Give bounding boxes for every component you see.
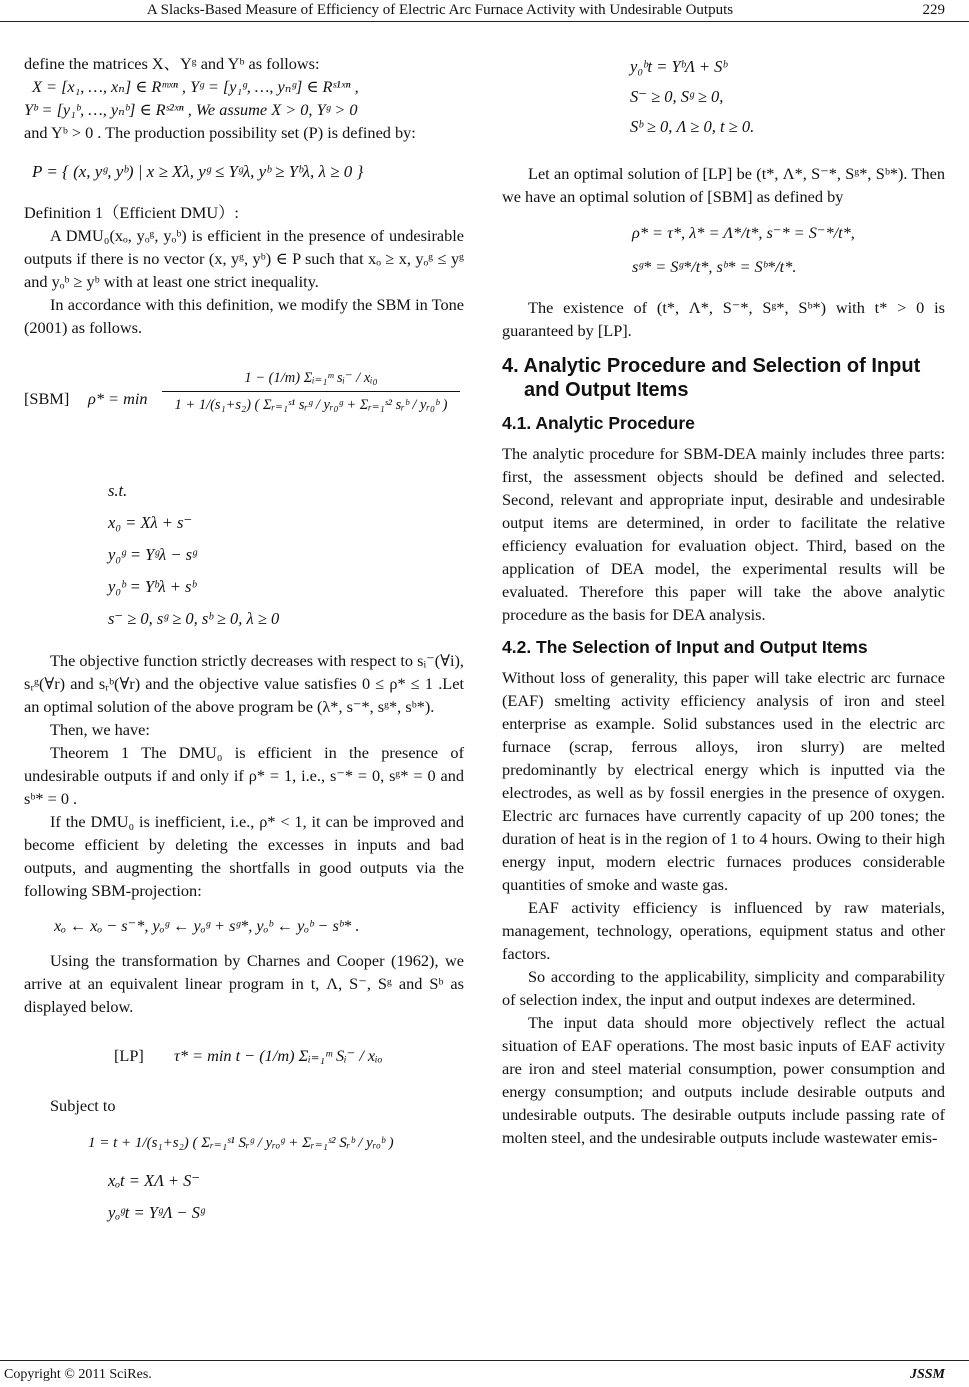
definition-1-title: Definition 1（Efficient DMU）: xyxy=(24,203,239,222)
lp-constraint-1: 1 = t + 1/(s₁+s₂) ( Σᵣ₌₁ˢ¹ Sᵣᵍ / yᵣₒᵍ + Σᵣ₌₁ˢ² Sᵣᵇ / yᵣₒᵇ ) xyxy=(88,1135,394,1151)
lp-constraint-4: y₀ᵇt = YᵇΛ + Sᵇ xyxy=(630,57,727,76)
section-heading-4-line-1: 4. Analytic Procedure and Selection of Input xyxy=(502,355,921,377)
sbm-constraint-4: s⁻ ≥ 0, sᵍ ≥ 0, sᵇ ≥ 0, λ ≥ 0 xyxy=(108,609,280,628)
paragraph-inefficient: If the DMU₀ is inefficient, i.e., ρ* < 1, it can be improved and become efficient by deleting the excesses in inputs and bad outputs, and augmenting the shortfalls in good outputs via the following SBM-projection: xyxy=(24,812,464,900)
paragraph-4-2-a: Without loss of generality, this paper will take electric arc furnace (EAF) smelting activity efficiency analysis of iron and steel enterprise as example. Solid substances used in the electric arc furnace (scrap, ferrous alloys, iron slurry) are melted predominantly by electrical energy which is inputted via the electrodes, as well as by fossil energies in the presence of oxygen. Electric arc furnaces have currently capacity of up 200 tones; the duration of heat is in the region of 1 to 4 hours. Owing to their high energy input, modern electric furnaces produces considerable quantities of smoke and waste gas. xyxy=(502,668,945,894)
section-heading-4-line-2: and Output Items xyxy=(524,379,689,401)
paragraph-production-set: and Yᵇ > 0 . The production possibility set (P) is defined by: xyxy=(24,123,416,142)
sbm-constraint-3: y₀ᵇ = Yᵇλ + sᵇ xyxy=(108,577,196,596)
sbm-constraints xyxy=(24,475,464,635)
section-heading-4 xyxy=(502,354,945,402)
definition-1-body: A DMU₀(xₒ, yₒᵍ, yₒᵇ) is efficient in the presence of undesirable outputs if there is no vector (x, yᵍ, yᵇ) ∈ P such that xₒ ≥ x, yₒᵍ ≤ yᵍ and yₒᵇ ≥ yᵇ with at least one strict inequality. xyxy=(24,226,464,291)
paragraph-define-matrices: define the matrices X、Yᵍ and Yᵇ as follows: xyxy=(24,54,320,73)
sbm-objective-lhs: ρ* = min xyxy=(88,389,148,408)
subsection-heading-4-2: 4.2. The Selection of Input and Output Items xyxy=(502,637,868,657)
sbm-label: [SBM] xyxy=(24,389,70,408)
sbm-objective xyxy=(24,365,464,475)
page-footer xyxy=(0,1360,969,1387)
equation-matrices-1: X = [x₁, …, xₙ] ∈ Rᵐˣⁿ , Yᵍ = [y₁ᵍ, …, yₙᵍ] ∈ Rˢ¹ˣⁿ , xyxy=(32,77,359,96)
journal-abbreviation: JSSM xyxy=(909,1367,945,1382)
sbm-numerator: 1 − (1/m) Σᵢ₌₁ᵐ sᵢ⁻ / xᵢ₀ xyxy=(162,365,460,392)
subject-to: Subject to xyxy=(50,1096,116,1115)
page-header xyxy=(0,0,969,22)
equation-solution-a: ρ* = τ*, λ* = Λ*/t*, s⁻* = S⁻*/t*, xyxy=(632,223,855,242)
lp-constraint-2: xₒt = XΛ + S⁻ xyxy=(108,1171,201,1190)
subsection-heading-4-1: 4.1. Analytic Procedure xyxy=(502,413,695,433)
sbm-denominator: 1 + 1/(s₁+s₂) ( Σᵣ₌₁ˢ¹ sᵣᵍ / yᵣ₀ᵍ + Σᵣ₌₁ˢ² sᵣᵇ / yᵣ₀ᵇ ) xyxy=(174,397,448,413)
equation-production-possibility-set: P = { (x, yᵍ, yᵇ) | x ≥ Xλ, yᵍ ≤ Yᵍλ, yᵇ ≥ Yᵇλ, λ ≥ 0 } xyxy=(32,162,364,181)
sbm-fraction xyxy=(162,365,460,418)
sbm-solution-definition xyxy=(502,216,945,284)
paragraph-charnes-cooper: Using the transformation by Charnes and Cooper (1962), we arrive at an equivalent linear program in t, Λ, S⁻, Sᵍ and Sᵇ as displayed below. xyxy=(24,951,464,1016)
right-column xyxy=(502,52,945,1149)
lp-constraint-3: yₒᵍt = YᵍΛ − Sᵍ xyxy=(108,1203,205,1222)
paragraph-then: Then, we have: xyxy=(50,720,150,739)
copyright-notice: Copyright © 2011 SciRes. xyxy=(4,1367,152,1382)
equation-sbm-projection: xₒ ← xₒ − s⁻*, yₒᵍ ← yₒᵍ + sᵍ*, yₒᵇ ← yₒᵇ − sᵇ* . xyxy=(54,916,360,935)
paragraph-existence: The existence of (t*, Λ*, S⁻*, Sᵍ*, Sᵇ*) with t* > 0 is guaranteed by [LP]. xyxy=(502,298,945,340)
sbm-constraint-1: x₀ = Xλ + s⁻ xyxy=(108,513,193,532)
lp-objective xyxy=(24,1034,464,1080)
lp-objective-expression: τ* = min t − (1/m) Σᵢ₌₁ᵐ Sᵢ⁻ / xᵢₒ xyxy=(174,1046,383,1065)
sbm-constraint-2: y₀ᵍ = Yᵍλ − sᵍ xyxy=(108,545,197,564)
paragraph-accordance: In accordance with this definition, we modify the SBM in Tone (2001) as follows. xyxy=(24,295,464,337)
paragraph-4-2-d: The input data should more objectively reflect the actual situation of EAF operations. The most basic inputs of EAF activity are iron and steel material consumption, power consumption and energy consumption; and outputs include desirable outputs and undesirable outputs. The desirable outputs include passing rate of molten steel, and the undesirable outputs include wastewater emis- xyxy=(502,1013,945,1147)
sbm-st: s.t. xyxy=(108,481,128,500)
running-title: A Slacks-Based Measure of Efficiency of Electric Arc Furnace Activity with Undesirable Outputs xyxy=(146,2,734,18)
paragraph-objective-function: The objective function strictly decreases with respect to sᵢ⁻(∀i), sᵣᵍ(∀r) and sᵣᵇ(∀r) and the objective value satisfies 0 ≤ ρ* ≤ 1 .Let an optimal solution of the above program be (λ*, s⁻*, sᵍ*, sᵇ*). xyxy=(24,651,464,716)
paragraph-optimal-solution: Let an optimal solution of [LP] be (t*, Λ*, S⁻*, Sᵍ*, Sᵇ*). Then we have an optimal solution of [SBM] as defined by xyxy=(502,164,945,206)
equation-solution-b: sᵍ* = Sᵍ*/t*, sᵇ* = Sᵇ*/t*. xyxy=(632,257,797,276)
equation-matrices-2: Yᵇ = [y₁ᵇ, …, yₙᵇ] ∈ Rˢ²ˣⁿ , We assume X > 0, Yᵍ > 0 xyxy=(24,100,358,119)
paragraph-4-2-b: EAF activity efficiency is influenced by raw materials, management, technology, operations, equipment status and other factors. xyxy=(502,898,945,963)
paragraph-4-1: The analytic procedure for SBM-DEA mainly includes three parts: first, the assessment objects should be defined and selected. Second, relevant and appropriate input, desirable and undesirable output items are determined, in order to facilitate the relative efficiency evaluation for evaluation object. Third, based on the application of DEA model, the experimental results will be evaluated. Therefore this paper will take the above analytic procedure as the basis for DEA analysis. xyxy=(502,444,945,624)
lp-label: [LP] xyxy=(114,1046,144,1065)
page-number: 229 xyxy=(922,2,945,18)
paragraph-4-2-c: So according to the applicability, simplicity and comparability of selection index, the input and output indexes are determined. xyxy=(502,967,945,1009)
theorem-1: Theorem 1 The DMU₀ is efficient in the presence of undesirable outputs if and only if ρ* = 1, i.e., s⁻* = 0, sᵍ* = 0 and sᵇ* = 0 . xyxy=(24,743,464,808)
lp-constraints-continued xyxy=(502,52,945,142)
lp-constraint-6: Sᵇ ≥ 0, Λ ≥ 0, t ≥ 0. xyxy=(630,117,755,136)
header-rule xyxy=(0,21,969,22)
left-column xyxy=(24,52,464,1229)
lp-constraint-5: S⁻ ≥ 0, Sᵍ ≥ 0, xyxy=(630,87,724,106)
lp-constraints xyxy=(24,1127,464,1229)
